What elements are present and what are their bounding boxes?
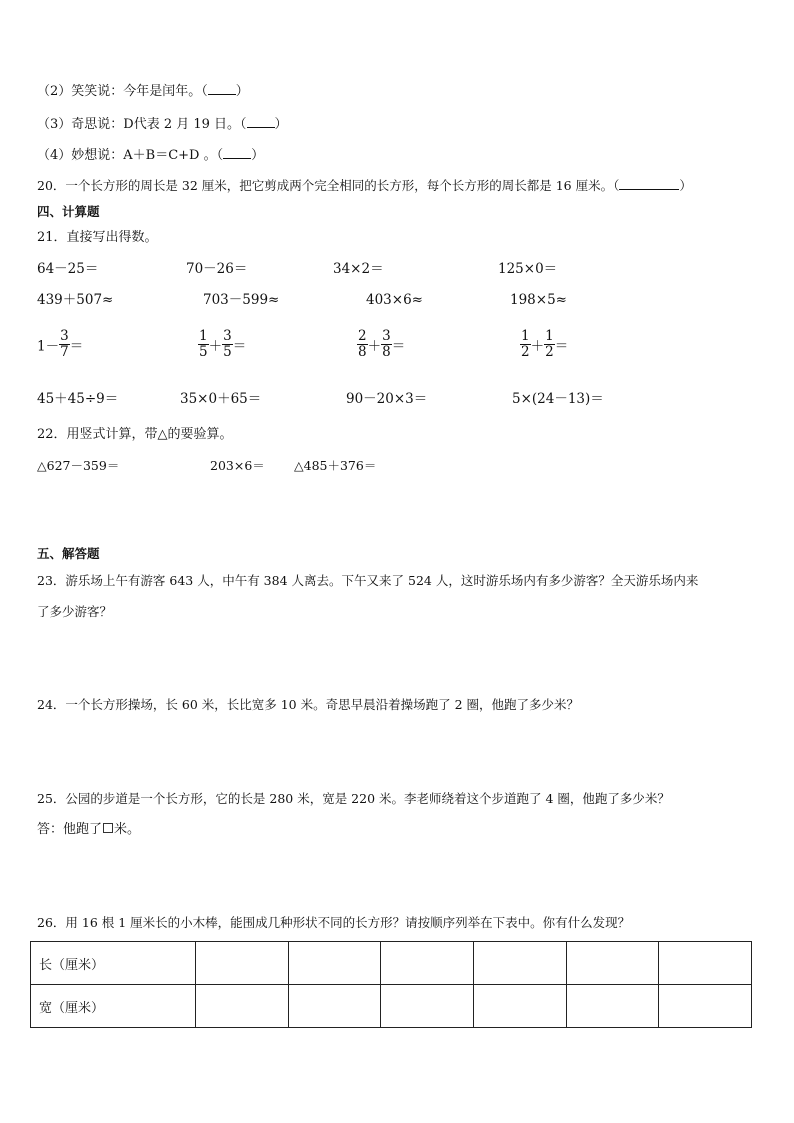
calc-item: 90－20×3＝ [346, 391, 428, 407]
row-label: 宽（厘米） [31, 985, 196, 1028]
q23-line1: 23．游乐场上午有游客 643 人，中午有 384 人离去。下午又来了 524 人，这时游乐场内有多少游客？全天游乐场内来 [37, 573, 699, 588]
table-cell[interactable] [196, 985, 289, 1028]
fraction-expression: $\frac{1}{2}$ ＋ $\frac{1}{2}$ ＝ [521, 328, 569, 360]
calc-item: 34×2＝ [333, 261, 384, 277]
q20: 20．一个长方形的周长是 32 厘米，把它剪成两个完全相同的长方形，每个长方形的周长都是 16 厘米。（ ） [37, 175, 692, 196]
fraction: $\frac{3}{5}$ [223, 328, 232, 360]
vertical-calc-item: 203×6＝ [210, 458, 265, 473]
table-cell[interactable] [566, 985, 659, 1028]
q25: 25．公园的步道是一个长方形，它的长是 280 米，宽是 220 米。李老师绕着这个步道跑了 4 圈，他跑了多少米？ [37, 791, 670, 806]
table-cell[interactable] [381, 942, 474, 985]
calc-item: 198×5≈ [510, 292, 567, 308]
q26: 26．用 16 根 1 厘米长的小木棒，能围成几种形状不同的长方形？请按顺序列举在下表中。你有什么发现？ [37, 915, 631, 930]
table-row [31, 985, 752, 1028]
table-cell[interactable] [473, 985, 566, 1028]
fraction: $\frac{3}{7}$ [60, 328, 69, 360]
answer-blank[interactable] [223, 144, 251, 159]
calc-item: 64－25＝ [37, 261, 99, 277]
table-cell[interactable] [381, 985, 474, 1028]
q23-line2: 了多少游客？ [37, 604, 113, 619]
calc-item: 439＋507≈ [37, 292, 114, 308]
calc-item: 35×0＋65＝ [180, 391, 262, 407]
q19-sub2: （2）笑笑说：今年是闰年。（ ） [37, 80, 249, 102]
answer-blank[interactable] [619, 175, 679, 190]
fraction: $\frac{1}{2}$ [545, 328, 554, 360]
table-cell[interactable] [288, 985, 381, 1028]
calc-item: 125×0＝ [498, 261, 558, 277]
answer-box[interactable] [103, 823, 113, 833]
answer-table [30, 941, 752, 1028]
answer-blank[interactable] [247, 113, 275, 128]
table-cell[interactable] [659, 985, 752, 1028]
fraction-expression: 1－ $\frac{3}{7}$ ＝ [37, 328, 84, 360]
q19-sub3: （3）奇思说：D代表 2 月 19 日。（ ） [37, 113, 288, 135]
fraction: $\frac{3}{8}$ [382, 328, 391, 360]
vertical-calc-item: △627－359＝ [37, 458, 120, 473]
row-label: 长（厘米） [31, 942, 196, 985]
table-cell[interactable] [288, 942, 381, 985]
fraction: $\frac{1}{2}$ [521, 328, 530, 360]
table-cell[interactable] [659, 942, 752, 985]
q25-answer: 答：他跑了 米。 [37, 822, 141, 837]
calc-item: 5×(24－13)＝ [512, 391, 604, 407]
section-heading: 四、计算题 [37, 204, 100, 219]
fraction-expression: $\frac{2}{8}$ ＋ $\frac{3}{8}$ ＝ [358, 328, 406, 360]
q24: 24．一个长方形操场，长 60 米，长比宽多 10 米。奇思早晨沿着操场跑了 2 圈，他跑了多少米？ [37, 697, 580, 712]
calc-item: 70－26＝ [186, 261, 248, 277]
table-row [31, 942, 752, 985]
calc-item: 703－599≈ [203, 292, 280, 308]
table-cell[interactable] [566, 942, 659, 985]
table-cell[interactable] [473, 942, 566, 985]
question-intro: 21．直接写出得数。 [37, 230, 158, 245]
calc-item: 403×6≈ [366, 292, 423, 308]
answer-blank[interactable] [208, 80, 236, 95]
fraction: $\frac{2}{8}$ [358, 328, 367, 360]
table-cell[interactable] [196, 942, 289, 985]
section-heading: 五、解答题 [37, 546, 100, 561]
q19-sub4: （4）妙想说：A＋B＝C+D 。（ ） [37, 144, 264, 166]
question-intro: 22．用竖式计算，带△的要验算。 [37, 427, 233, 442]
vertical-calc-item: △485＋376＝ [294, 458, 377, 473]
calc-item: 45＋45÷9＝ [37, 391, 119, 407]
fraction: $\frac{1}{5}$ [199, 328, 208, 360]
fraction-expression: $\frac{1}{5}$ ＋ $\frac{3}{5}$ ＝ [199, 328, 247, 360]
